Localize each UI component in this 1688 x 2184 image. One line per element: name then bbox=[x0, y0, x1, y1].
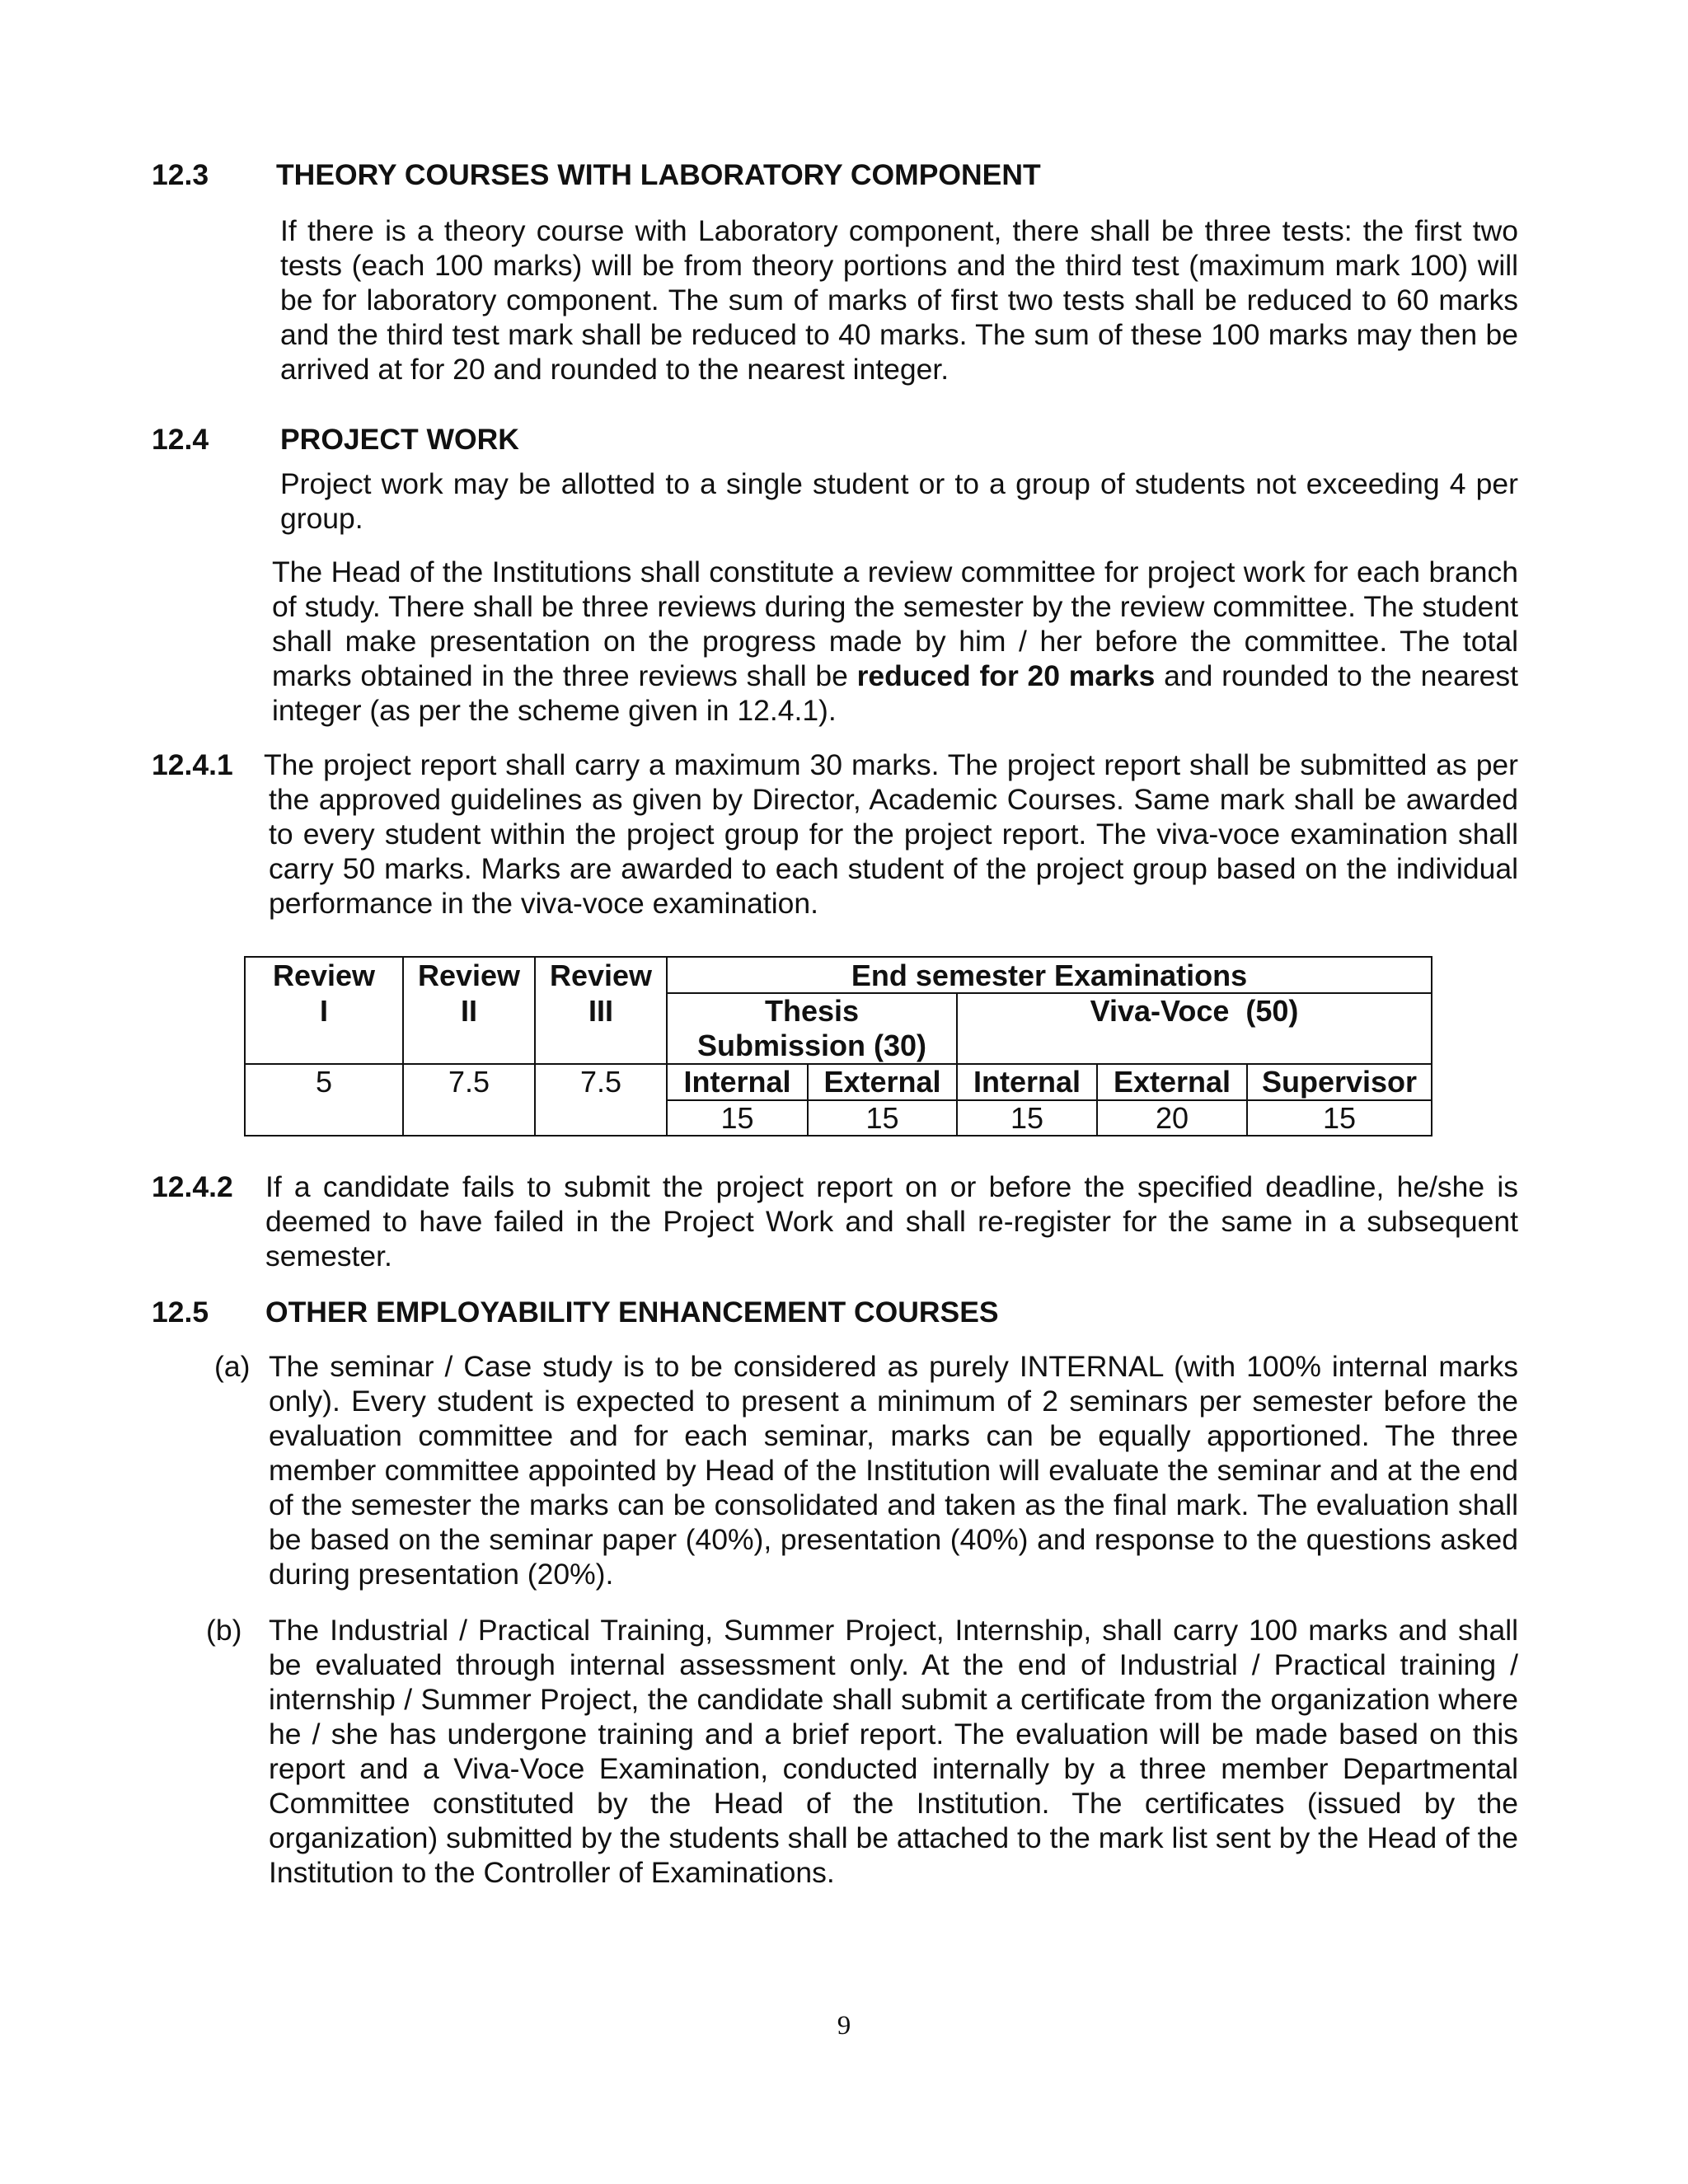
review-1-value: 5 bbox=[315, 1065, 333, 1099]
header-viva-supervisor: Supervisor bbox=[1261, 1065, 1418, 1099]
item-b-label: (b) bbox=[206, 1614, 242, 1647]
section-body-12-4-1: The project report shall carry a maximum 30 marks. The project report shall be submitted as per the approved guidelines as given by Director, Academic Courses. Same mark shall be awarded to every student within the project group for the project report. The viva-voce examination shall carry 50 marks. Marks are awarded to each student of the project group based on the individual performance in the viva-voce examination. bbox=[264, 748, 1518, 920]
section-title-12-3: THEORY COURSES WITH LABORATORY COMPONENT bbox=[276, 158, 1041, 191]
header-review-3: Review bbox=[549, 958, 653, 992]
section-title-12-4: PROJECT WORK bbox=[280, 423, 519, 456]
header-viva-internal: Internal bbox=[973, 1065, 1081, 1099]
item-b-text: The Industrial / Practical Training, Summer Project, Internship, shall carry 100 marks and shall be evaluated through internal assessment only. At the end of Industrial / Practical training / internship / Summer Project, the candidate shall submit a certificate from the organization where he / she has undergone training and a brief report. The evaluation will be made based on this report and a Viva-Voce Examination, conducted internally by a three member Departmental Committee constituted by the Head of the Institution. The certificates (issued by the organization) submitted by the students shall be attached to the mark list sent by the Head of the Institution to the Controller of Examinations. bbox=[269, 1614, 1518, 1889]
section-title-12-5: OTHER EMPLOYABILITY ENHANCEMENT COURSES bbox=[265, 1296, 999, 1329]
section-number-12-4-2: 12.4.2 bbox=[152, 1170, 233, 1203]
page-number: 9 bbox=[837, 2011, 851, 2041]
review-3-value: 7.5 bbox=[579, 1065, 622, 1099]
header-thesis-internal: Internal bbox=[683, 1065, 791, 1099]
viva-internal-value: 15 bbox=[1010, 1101, 1044, 1135]
body-text-end: and rounded to the nearest integer (as per the scheme given in 12.4.1). bbox=[272, 659, 1519, 727]
header-review-2: Review bbox=[417, 958, 521, 992]
section-body-12-4-2: If a candidate fails to submit the project report on or before the specified deadline, he/she is deemed to have failed in the Project Work and shall re-register for the same in a subsequent semester. bbox=[265, 1170, 1518, 1272]
header-thesis: Thesis bbox=[764, 994, 860, 1028]
header-viva-voce: Viva-Voce (50) bbox=[1090, 994, 1299, 1028]
section-body-12-4-a: Project work may be allotted to a single student or to a group of students not exceeding 4 per group. bbox=[280, 467, 1518, 535]
table-border-top bbox=[244, 956, 1432, 958]
section-body-12-3: If there is a theory course with Laboratory component, there shall be three tests: the first two tests (each 100 marks) will be from theory portions and the third test (maximum mark 100) will be for laboratory component. The sum of marks of first two tests shall be reduced to 60 marks and the third test mark shall be reduced to 40 marks. The sum of these 100 marks may then be arrived at for 20 and rounded to the nearest integer. bbox=[280, 214, 1518, 386]
review-2-value: 7.5 bbox=[448, 1065, 490, 1099]
item-a-text: The seminar / Case study is to be considered as purely INTERNAL (with 100% internal marks only). Every student is expected to present a minimum of 2 seminars per semester before the evaluation committee and for each seminar, marks can be equally apportioned. The three member committee appointed by Head of the Institution will evaluate the seminar and at the end of the semester the marks can be consolidated and taken as the final mark. The evaluation shall be based on the seminar paper (40%), presentation (40%) and response to the questions asked during presentation (20%). bbox=[269, 1350, 1518, 1591]
viva-external-value: 20 bbox=[1155, 1101, 1189, 1135]
table-border-right bbox=[1431, 956, 1432, 1137]
thesis-external-value: 15 bbox=[865, 1101, 899, 1135]
marks-table bbox=[244, 956, 1432, 1137]
header-end-semester: End semester Examinations bbox=[851, 958, 1248, 992]
header-review-2-numeral: II bbox=[460, 994, 477, 1028]
header-thesis-external: External bbox=[823, 1065, 941, 1099]
thesis-internal-value: 15 bbox=[720, 1101, 754, 1135]
viva-supervisor-value: 15 bbox=[1322, 1101, 1357, 1135]
section-number-12-4: 12.4 bbox=[152, 423, 209, 456]
header-viva-external: External bbox=[1113, 1065, 1231, 1099]
item-a-label: (a) bbox=[214, 1350, 251, 1383]
header-review-1-numeral: I bbox=[319, 994, 328, 1028]
section-number-12-5: 12.5 bbox=[152, 1296, 209, 1329]
section-number-12-4-1: 12.4.1 bbox=[152, 748, 233, 781]
section-number-12-3: 12.3 bbox=[152, 158, 209, 191]
header-thesis-submission: Submission (30) bbox=[696, 1029, 927, 1062]
header-review-3-numeral: III bbox=[588, 994, 613, 1028]
body-text: The Head of the Institutions shall constitute a review committee for project work for each branch of study. There shall be three reviews during the semester by the review committee. The student shall make presentation on the progress made by him / her before the committee. The total marks obtained in the three reviews shall be bbox=[272, 555, 1518, 692]
header-review-1: Review bbox=[272, 958, 376, 992]
emphasis-text: reduced for 20 marks bbox=[856, 659, 1156, 692]
section-body-12-4-b bbox=[272, 555, 1518, 728]
